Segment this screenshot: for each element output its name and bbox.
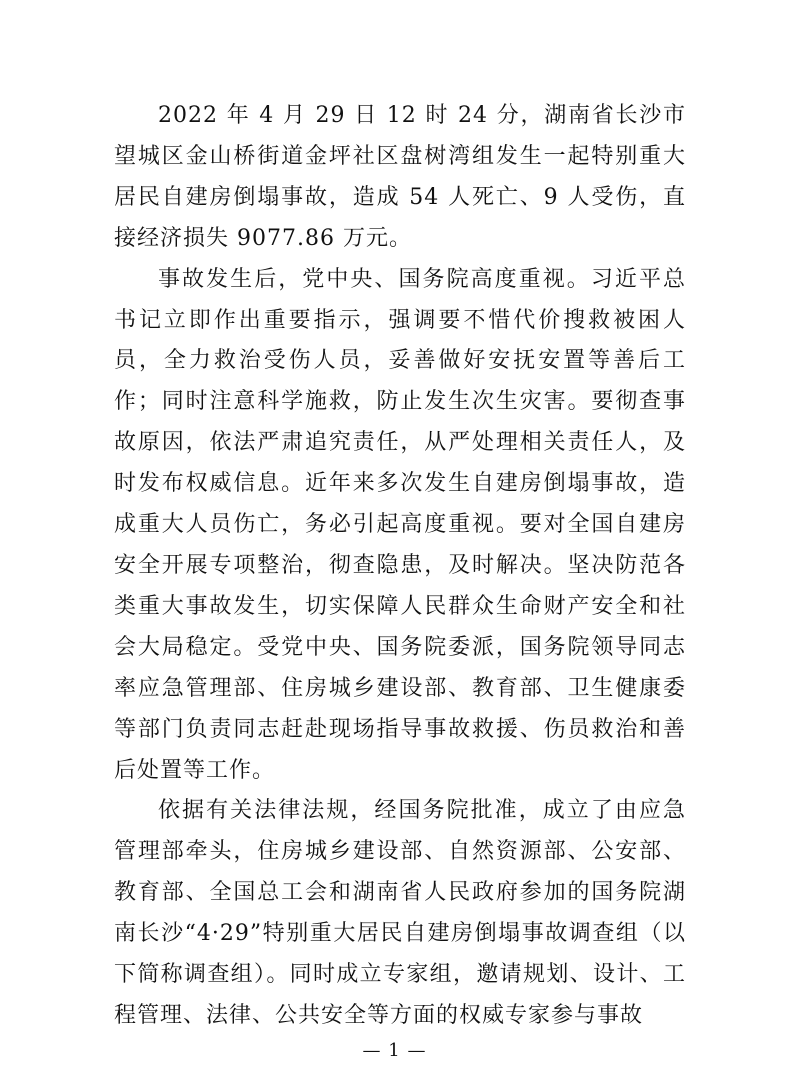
document-body [114, 96, 686, 1037]
page-number: — 1 — [362, 1040, 427, 1061]
paragraph-central-response: 事故发生后，党中央、国务院高度重视。习近平总书记立即作出重要指示，强调要不惜代价搜救被困人员，全力救治受伤人员，妥善做好安抚安置等善后工作；同时注意科学施救，防止发生次生灾害。要彻查事故原因，依法严肃追究责任，从严处理相关责任人，及时发布权威信息。近年来多次发生自建房倒塌事故，造成重大人员伤亡，务必引起高度重视。要对全国自建房安全开展专项整治，彻查隐患，及时解决。坚决防范各类重大事故发生，切实保障人民群众生命财产安全和社会大局稳定。受党中央、国务院委派，国务院领导同志率应急管理部、住房城乡建设部、教育部、卫生健康委等部门负责同志赶赴现场指导事故救援、伤员救治和善后处置等工作。 [114, 266, 686, 783]
paragraph-investigation-team: 依据有关法律法规，经国务院批准，成立了由应急管理部牵头，住房城乡建设部、自然资源部、公安部、教育部、全国总工会和湖南省人民政府参加的国务院湖南长沙“4·29”特别重大居民自建房倒塌事故调查组（以下简称调查组）。同时成立专家组，邀请规划、设计、工程管理、法律、公共安全等方面的权威专家参与事故 [114, 798, 686, 1028]
paragraph-accident-summary: 2022 年 4 月 29 日 12 时 24 分，湖南省长沙市望城区金山桥街道金坪社区盘树湾组发生一起特别重大居民自建房倒塌事故，造成 54 人死亡、9 人受伤，直接经济损失 9077.86 万元。 [114, 103, 686, 251]
